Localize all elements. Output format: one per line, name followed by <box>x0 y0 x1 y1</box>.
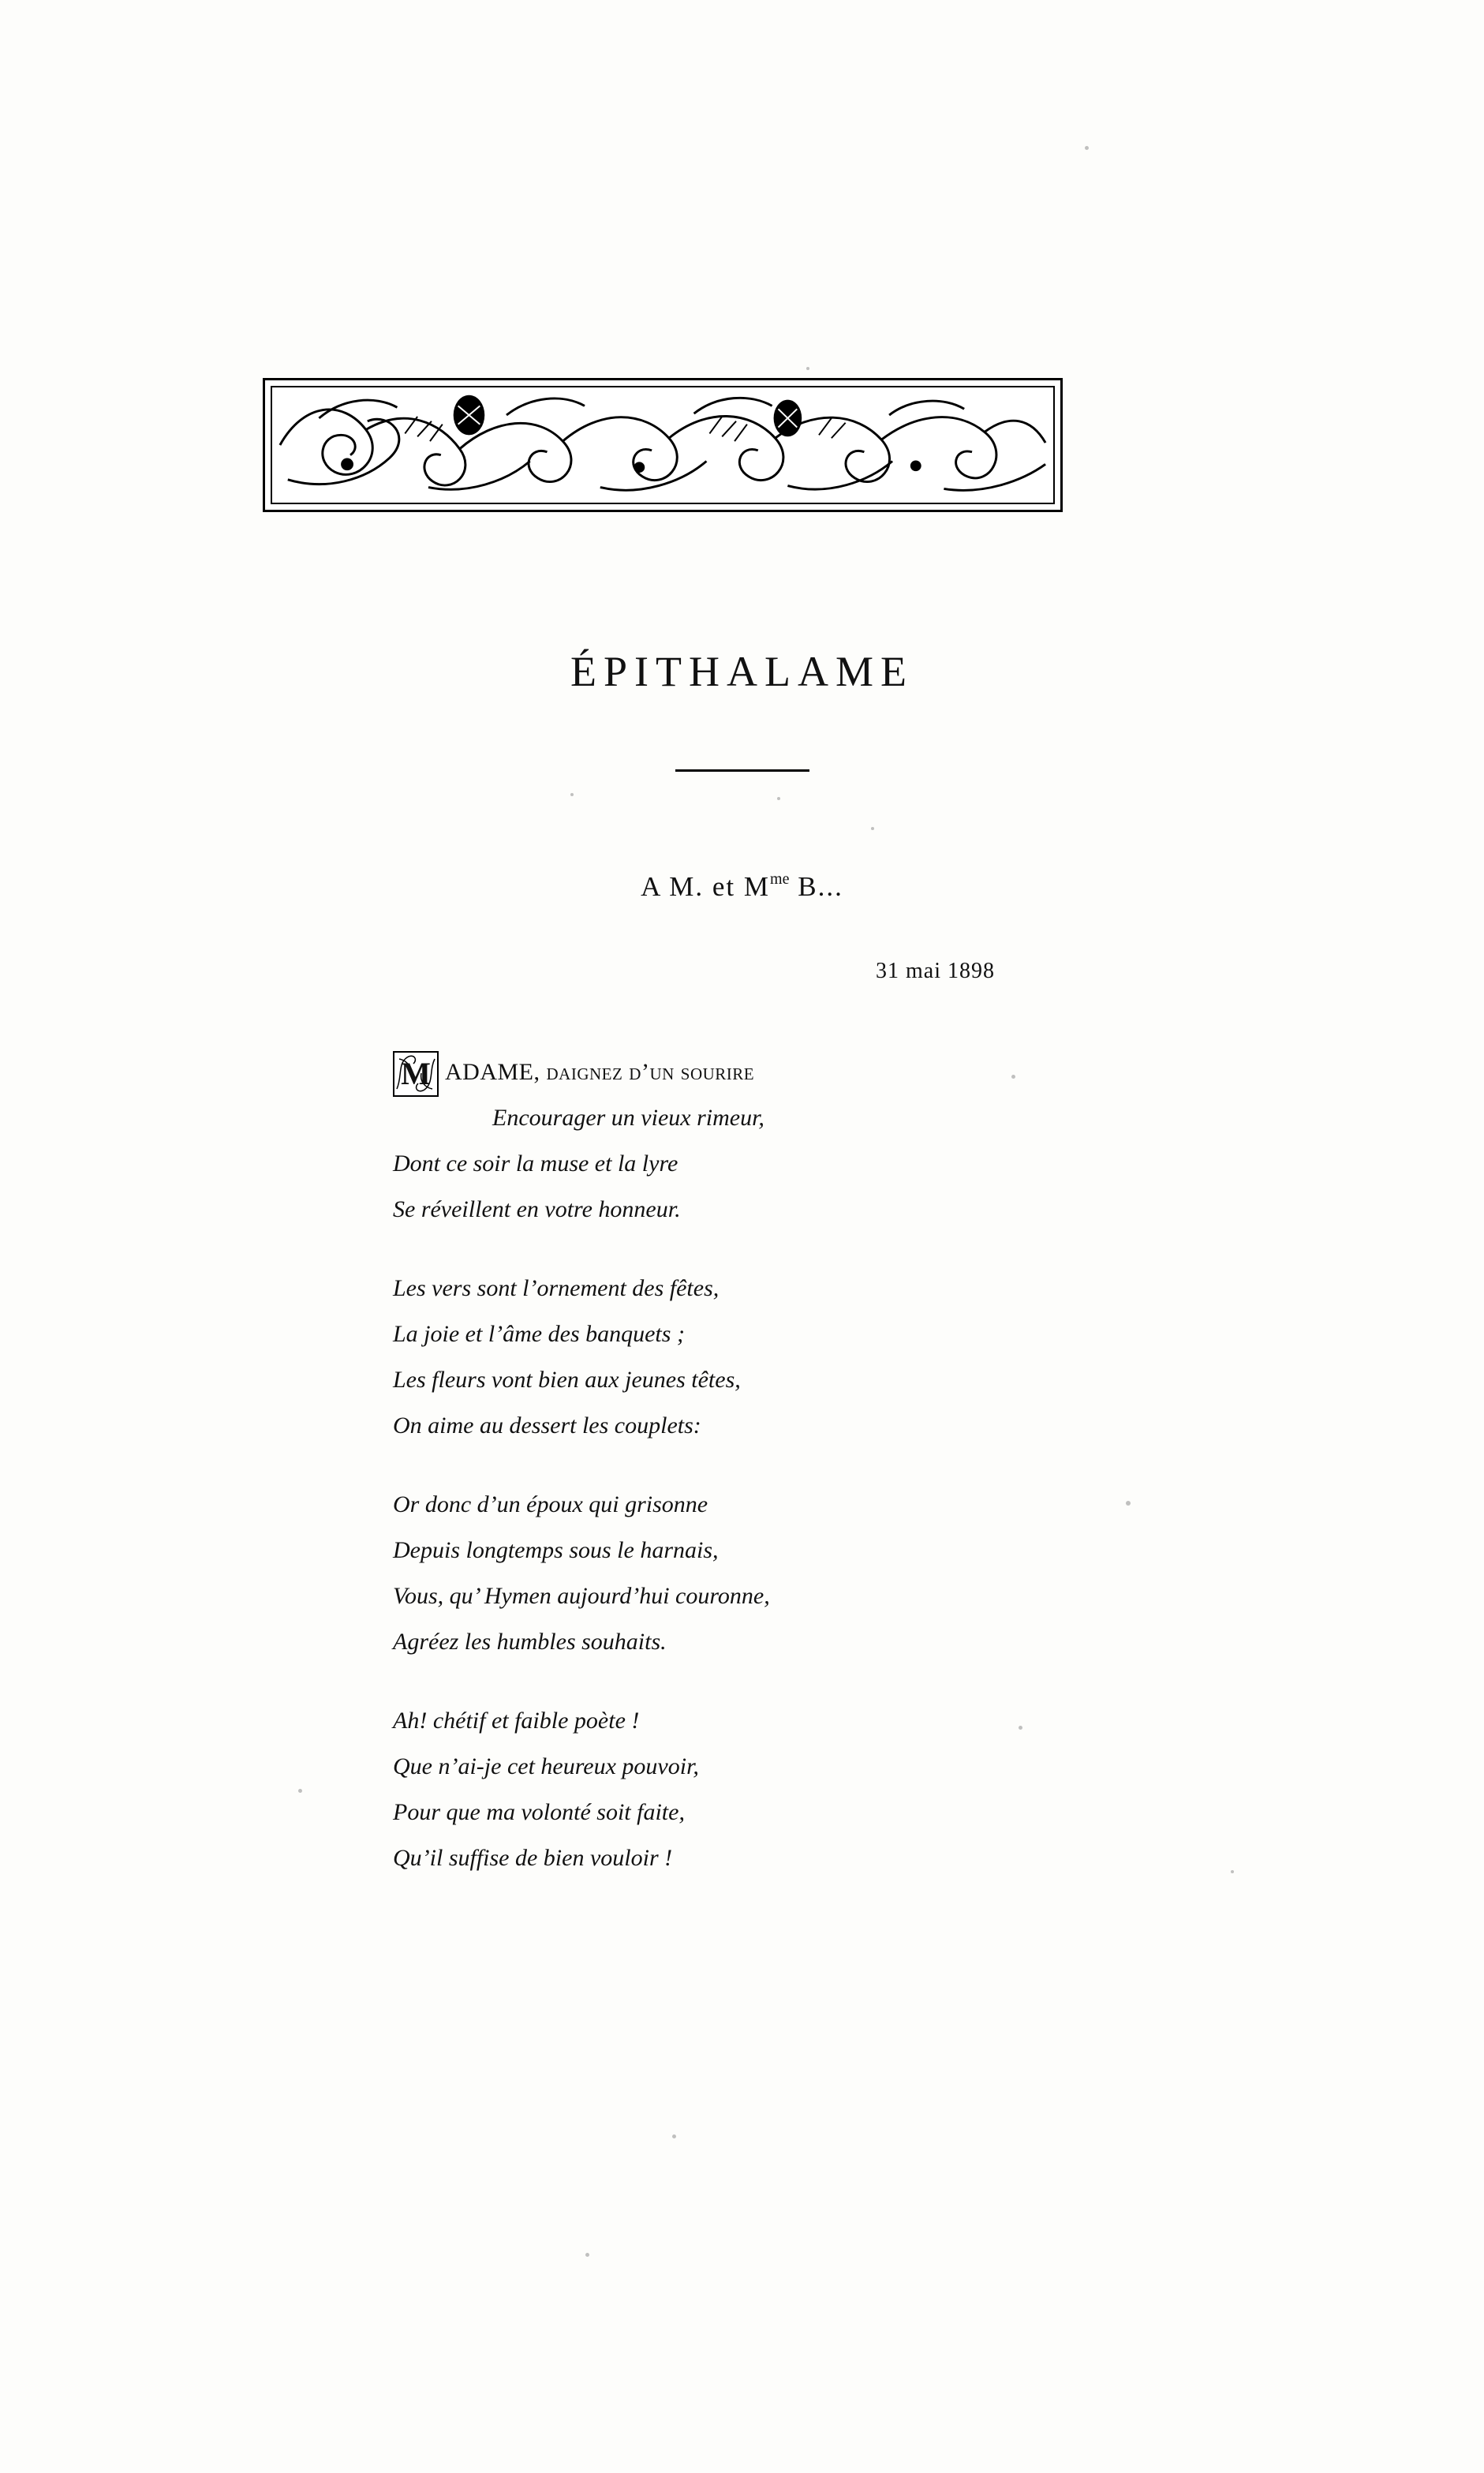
poem-stanza <box>393 1482 1040 1665</box>
paper-speck <box>1231 1870 1234 1873</box>
poem-line-text: ADAME, daignez d’un sourire <box>445 1059 755 1085</box>
dedication-superscript: me <box>770 870 790 888</box>
paper-speck <box>1085 146 1089 150</box>
poem-line: Se réveillent en votre honneur. <box>393 1196 681 1222</box>
drop-cap-letter: M <box>401 1056 431 1091</box>
paper-speck <box>298 1789 302 1793</box>
poem-line: Que n’ai-je cet heureux pouvoir, <box>393 1753 699 1779</box>
poem-date: 31 mai 1898 <box>876 959 995 983</box>
paper-speck <box>570 793 574 796</box>
ornament-frame <box>271 386 1055 504</box>
poem-line: Dont ce soir la muse et la lyre <box>393 1150 678 1177</box>
poem-body <box>393 1049 1040 1914</box>
paper-speck <box>1126 1501 1131 1506</box>
dedication-suffix: B... <box>789 871 843 902</box>
poem-stanza <box>393 1698 1040 1881</box>
poem-line: Les fleurs vont bien aux jeunes têtes, <box>393 1367 741 1393</box>
poem-line: Ah! chétif et faible poète ! <box>393 1708 640 1734</box>
poem-line: La joie et l’âme des banquets ; <box>393 1321 685 1347</box>
paper-speck <box>806 367 809 370</box>
poem-line: Encourager un vieux rimeur, <box>492 1105 764 1131</box>
poem-line <box>393 1049 1040 1095</box>
poem-stanza <box>393 1049 1040 1233</box>
poem-line: Pour que ma volonté soit faite, <box>393 1799 685 1825</box>
paper-speck <box>777 797 780 800</box>
paper-speck <box>585 2253 589 2257</box>
ornament-headpiece <box>263 378 1063 512</box>
title-divider <box>675 769 809 772</box>
poem-line: On aime au dessert les couplets: <box>393 1412 701 1439</box>
paper-speck <box>672 2134 676 2138</box>
floral-scroll-icon <box>272 387 1053 503</box>
poem-line: Les vers sont l’ornement des fêtes, <box>393 1275 720 1301</box>
poem-stanza <box>393 1266 1040 1449</box>
dedication-prefix: A M. et M <box>641 871 771 902</box>
drop-cap-initial <box>393 1051 439 1097</box>
poem-line: Or donc d’un époux qui grisonne <box>393 1491 708 1517</box>
dedication <box>0 870 1484 903</box>
paper-speck <box>871 827 874 830</box>
poem-line: Agréez les humbles souhaits. <box>393 1629 667 1655</box>
page-title: ÉPITHALAME <box>570 648 914 695</box>
poem-line: Vous, qu’ Hymen aujourd’hui couronne, <box>393 1583 770 1609</box>
poem-line: Qu’il suffise de bien vouloir ! <box>393 1845 673 1871</box>
poem-line: Depuis longtemps sous le harnais, <box>393 1537 719 1563</box>
